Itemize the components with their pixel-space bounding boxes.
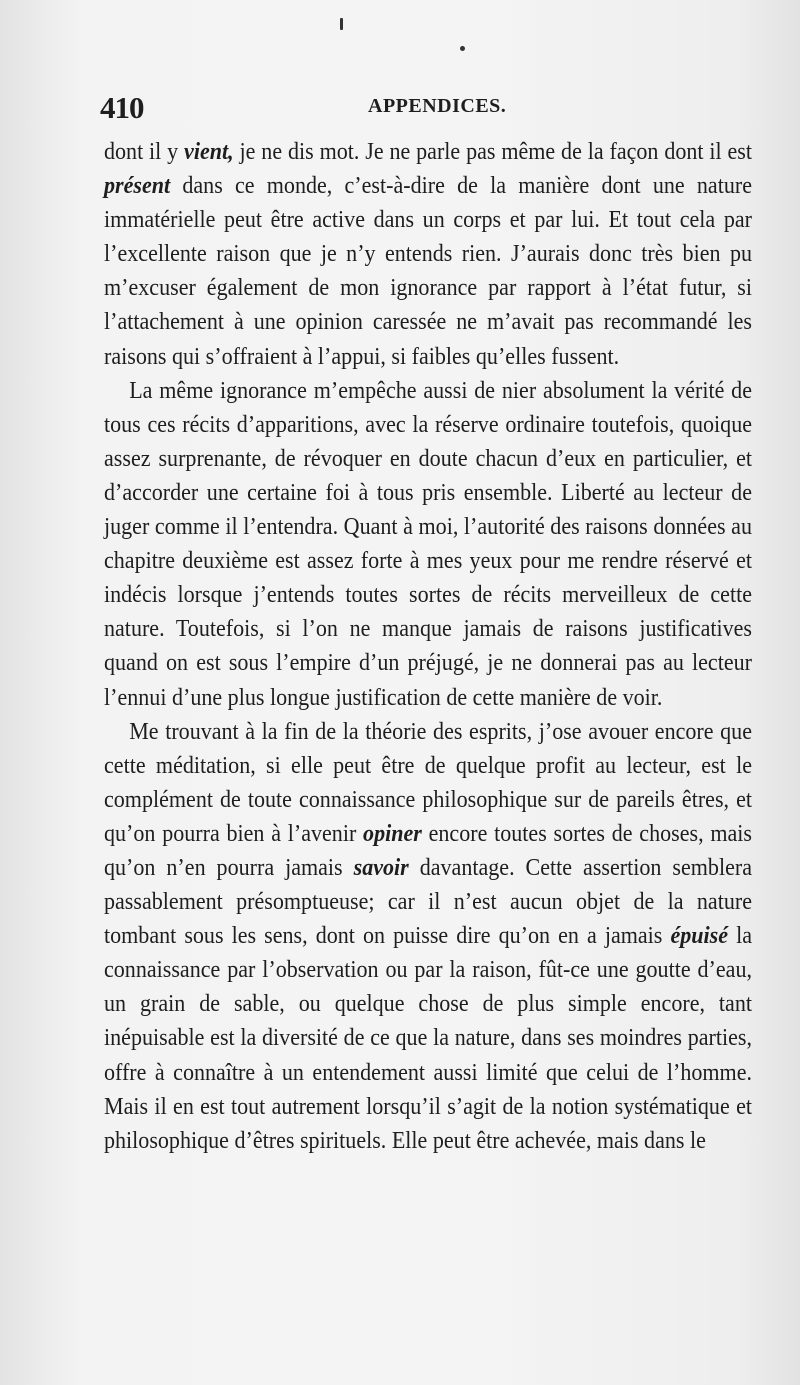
italic-text: présent bbox=[104, 172, 171, 200]
text-run: encore toutes sortes de choses, mais qu’on n’en pourra jamais bbox=[104, 819, 752, 881]
text-run: La même ignorance m’empêche aussi de nier absolument la vérité de tous ces récits d’apparitions, avec la réserve ordinaire toutefois, quoique assez surprenante, de révoquer en doute chacun d’eux en particulier, et d’accorder une certaine foi à tous pris ensemble. Liberté au lecteur de juger comme il l’entendra. Quant à moi, l’autorité des raisons données au chapitre deuxième est assez forte à mes yeux pour me rendre réservé et indécis lorsque j’entends toutes sortes de récits merveilleux de cette nature. Toutefois, si l’on ne manque jamais de raisons justificatives quand on est sous l’empire d’un préjugé, je ne donnerai pas au lecteur l’ennui d’une plus longue justification de cette manière de voir. bbox=[104, 376, 752, 711]
text-run: Me trouvant à la fin de la théorie des esprits, j’ose avouer encore que cette méditation, si elle peut être de quelque profit au lecteur, est le complément de toute connaissance philosophique sur de pareils êtres, et qu’on pourra bien à l’avenir bbox=[104, 717, 752, 847]
body-text bbox=[104, 135, 752, 1158]
text-run: davantage. Cette assertion semblera passablement présomptueuse; car il n’est aucun objet de la nature tombant sous les sens, dont on puisse dire qu’on en a jamais bbox=[104, 853, 752, 950]
text-run: je ne dis mot. Je ne parle pas même de la façon dont il est bbox=[233, 138, 753, 165]
text-run: dans ce monde, c’est-à-dire de la manière dont une nature immatérielle peut être active dans un corps et par lui. Et tout cela par l’excellente raison que je n’y entends rien. J’aurais donc très bien pu m’excuser également de mon ignorance par rapport à l’état futur, si l’attachement à une opinion caressée ne m’avait pas recommandé les raisons qui s’offraient à l’appui, si faibles qu’elles fussent. bbox=[104, 172, 752, 370]
paragraph bbox=[104, 374, 752, 715]
running-title: APPENDICES. bbox=[368, 95, 507, 117]
italic-text: épuisé bbox=[670, 922, 729, 950]
page-number: 410 bbox=[100, 90, 144, 125]
paragraph bbox=[104, 715, 752, 1158]
text-run: dont il y bbox=[104, 138, 185, 165]
paragraph bbox=[104, 135, 752, 374]
text-run: la connaissance par l’observation ou par la raison, fût-ce une goutte d’eau, un grain de sable, ou quelque chose de plus simple encore, tant inépuisable est la diversité de ce que la nature, dans ses moindres parties, offre à connaître à un entendement aussi limité que celui de l’homme. Mais il en est tout autrement lorsqu’il s’agit de la notion systématique et philosophique d’êtres spirituels. Elle peut être achevée, mais dans le bbox=[104, 922, 752, 1154]
italic-text: savoir bbox=[353, 853, 409, 881]
page-header bbox=[98, 90, 748, 126]
ink-speck bbox=[460, 46, 465, 51]
ink-speck bbox=[340, 18, 343, 30]
italic-text: opiner bbox=[363, 819, 422, 847]
italic-text: vient, bbox=[184, 138, 234, 165]
